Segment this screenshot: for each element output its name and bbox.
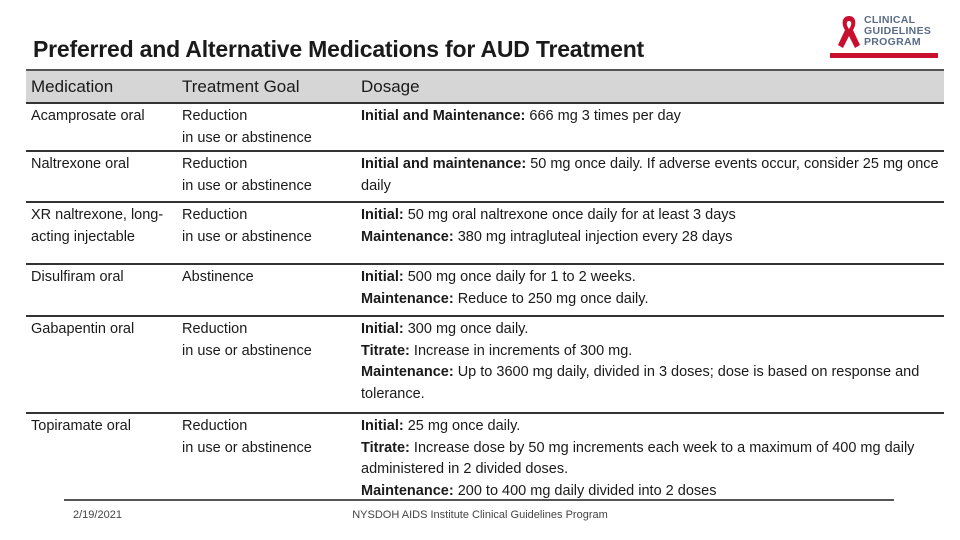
dosage-cell bbox=[356, 202, 944, 264]
dosage-text: 50 mg oral naltrexone once daily for at least 3 days bbox=[403, 207, 736, 223]
dosage-text: Up to 3600 mg daily, divided in 3 doses; dose is based on response and tolerance. bbox=[361, 364, 920, 402]
treatment-goal-line: Abstinence bbox=[182, 269, 254, 285]
dosage-text: 300 mg once daily. bbox=[403, 321, 529, 337]
dosage-label: Initial: bbox=[361, 207, 404, 223]
logo-red-bar bbox=[830, 53, 938, 58]
dosage-line bbox=[361, 362, 940, 405]
treatment-goal-line: in use or abstinence bbox=[182, 439, 312, 456]
dosage-label: Maintenance: bbox=[361, 364, 454, 380]
treatment-goal-cell bbox=[177, 264, 356, 316]
footer-divider bbox=[64, 499, 894, 501]
treatment-goal-line: in use or abstinence bbox=[182, 129, 312, 146]
dosage-line bbox=[361, 341, 940, 363]
medication-cell: Naltrexone oral bbox=[26, 151, 177, 202]
dosage-label: Titrate: bbox=[361, 439, 410, 456]
dosage-text: 200 to 400 mg daily divided into 2 doses bbox=[453, 482, 717, 499]
treatment-goal-line: Reduction bbox=[182, 418, 248, 434]
dosage-label: Titrate: bbox=[361, 342, 410, 359]
medication-cell: Disulfiram oral bbox=[26, 264, 177, 316]
header-dosage: Dosage bbox=[356, 71, 944, 103]
dosage-text: 380 mg intragluteal injection every 28 days bbox=[453, 228, 733, 245]
dosage-label: Maintenance: bbox=[361, 482, 454, 499]
dosage-line bbox=[361, 289, 940, 311]
dosage-line bbox=[361, 106, 940, 128]
dosage-line bbox=[361, 319, 940, 341]
dosage-label: Maintenance: bbox=[361, 290, 454, 307]
treatment-goal-cell bbox=[177, 202, 356, 264]
dosage-cell bbox=[356, 316, 944, 413]
treatment-goal-cell bbox=[177, 103, 356, 151]
red-ribbon-icon bbox=[834, 12, 864, 52]
dosage-label: Maintenance: bbox=[361, 228, 454, 245]
treatment-goal-cell bbox=[177, 316, 356, 413]
dosage-cell bbox=[356, 264, 944, 316]
dosage-text: 50 mg once daily. If adverse events occur, consider 25 mg once daily bbox=[361, 156, 939, 194]
logo-line-2: GUIDELINES bbox=[864, 25, 932, 37]
footer-date: 2/19/2021 bbox=[73, 509, 122, 521]
dosage-label: Initial and maintenance: bbox=[361, 156, 527, 172]
dosage-label: Initial: bbox=[361, 418, 404, 434]
treatment-goal-line: Reduction bbox=[182, 207, 248, 223]
header-medication: Medication bbox=[26, 71, 177, 103]
table-row bbox=[26, 264, 944, 316]
dosage-line bbox=[361, 205, 940, 227]
dosage-line bbox=[361, 227, 940, 249]
dosage-text: 500 mg once daily for 1 to 2 weeks. bbox=[403, 269, 636, 285]
treatment-goal-line: in use or abstinence bbox=[182, 177, 312, 194]
dosage-text: Reduce to 250 mg once daily. bbox=[453, 290, 649, 307]
dosage-text: 666 mg 3 times per day bbox=[525, 108, 681, 124]
dosage-cell bbox=[356, 151, 944, 202]
dosage-text: Increase in increments of 300 mg. bbox=[409, 342, 633, 359]
dosage-line bbox=[361, 438, 940, 481]
logo-line-1: CLINICAL bbox=[864, 14, 916, 26]
dosage-line bbox=[361, 267, 940, 289]
table-row bbox=[26, 202, 944, 264]
medication-cell: Topiramate oral bbox=[31, 418, 131, 434]
header-treatment-goal: Treatment Goal bbox=[177, 71, 356, 103]
dosage-label: Initial and Maintenance: bbox=[361, 108, 526, 124]
dosage-label: Initial: bbox=[361, 321, 404, 337]
logo-text bbox=[864, 15, 931, 48]
footer-organization: NYSDOH AIDS Institute Clinical Guidelines Program bbox=[352, 509, 608, 521]
dosage-line bbox=[361, 416, 940, 438]
treatment-goal-line: Reduction bbox=[182, 108, 248, 124]
dosage-text: 25 mg once daily. bbox=[403, 418, 521, 434]
dosage-text: Increase dose by 50 mg increments each week to a maximum of 400 mg daily administered in 2 divided doses. bbox=[361, 439, 915, 477]
medications-table bbox=[26, 71, 944, 515]
table-row bbox=[26, 103, 944, 151]
clinical-guidelines-logo bbox=[830, 12, 938, 60]
treatment-goal-line: Reduction bbox=[182, 156, 248, 172]
dosage-label: Initial: bbox=[361, 269, 404, 285]
dosage-cell bbox=[356, 103, 944, 151]
slide-title: Preferred and Alternative Medications for AUD Treatment bbox=[33, 36, 644, 62]
medication-cell: Acamprosate oral bbox=[26, 103, 177, 151]
treatment-goal-cell bbox=[177, 151, 356, 202]
table-row bbox=[26, 151, 944, 202]
table-body bbox=[26, 103, 944, 515]
logo-line-3: PROGRAM bbox=[864, 36, 921, 48]
treatment-goal-line: in use or abstinence bbox=[182, 228, 312, 245]
medication-cell: Gabapentin oral bbox=[26, 316, 177, 413]
table-header-row bbox=[26, 71, 944, 103]
dosage-line bbox=[361, 154, 940, 197]
treatment-goal-line: Reduction bbox=[182, 321, 248, 337]
medication-cell: XR naltrexone, long-acting injectable bbox=[26, 202, 177, 264]
table-row bbox=[26, 316, 944, 413]
treatment-goal-line: in use or abstinence bbox=[182, 342, 312, 359]
